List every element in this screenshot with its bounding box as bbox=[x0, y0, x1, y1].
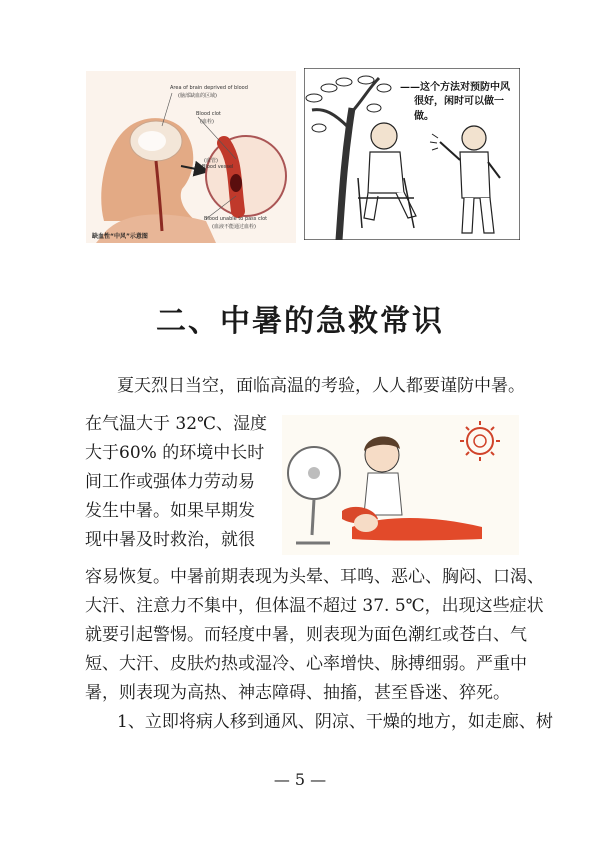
paragraph-line-8: 大汗、注意力不集中，但体温不超过 37. 5℃，出现这些症状 bbox=[85, 596, 544, 616]
wrap-line-2: 大于60% 的环境中长时 bbox=[85, 443, 265, 463]
label-unable-pass: Blood unable to pass clot bbox=[204, 216, 268, 222]
heatstroke-figure bbox=[282, 415, 519, 555]
label-blood-clot: Blood clot bbox=[196, 111, 221, 117]
label-blood-clot-cn: (血栓) bbox=[200, 119, 214, 125]
wrap-line-5: 现中暑及时救治，就很 bbox=[85, 530, 255, 550]
section-title: 二、中暑的急救常识 bbox=[156, 304, 444, 339]
exercise-cartoon-figure bbox=[304, 68, 520, 240]
speech-bubble-line-1: ——这个方法对预防中风 bbox=[400, 82, 510, 93]
paragraph-line-1: 夏天烈日当空，面临高温的考验，人人都要谨防中暑。 bbox=[117, 376, 525, 396]
wrap-line-1: 在气温大于 32℃、湿度 bbox=[85, 414, 268, 434]
stroke-diagram-figure bbox=[86, 71, 296, 243]
label-area-deprived: Area of brain deprived of blood bbox=[170, 85, 248, 91]
wrap-line-4: 发生中暑。如果早期发 bbox=[85, 501, 255, 521]
paragraph-line-11: 暑，则表现为高热、神志障碍、抽搐，甚至昏迷、猝死。 bbox=[85, 683, 510, 703]
heatstroke-illustration bbox=[282, 415, 519, 555]
label-vessel: Blood vessel bbox=[202, 164, 234, 170]
label-unable-pass-cn: (血液不能通过血栓) bbox=[212, 224, 256, 230]
paragraph-line-9: 就要引起警惕。而轻度中暑，则表现为面色潮红或苍白、气 bbox=[85, 625, 527, 645]
wrap-line-3: 间工作或强体力劳动易 bbox=[85, 472, 255, 492]
label-area-deprived-cn: (脑部缺血的区域) bbox=[178, 93, 217, 99]
paragraph-line-12: 1、立即将病人移到通风、阴凉、干燥的地方，如走廊、树 bbox=[117, 712, 553, 732]
page-number: — 5 — bbox=[273, 770, 327, 789]
speech-bubble-line-2: 很好，闲时可以做一做。 bbox=[414, 96, 504, 122]
label-vessel-cn: (血管) bbox=[204, 158, 218, 164]
stroke-diagram-caption: 缺血性“中风”示意图 bbox=[92, 233, 148, 240]
paragraph-line-7: 容易恢复。中暑前期表现为头晕、耳鸣、恶心、胸闷、口渴、 bbox=[85, 567, 544, 587]
paragraph-line-10: 短、大汗、皮肤灼热或湿冷、心率增快、脉搏细弱。严重中 bbox=[85, 654, 527, 674]
